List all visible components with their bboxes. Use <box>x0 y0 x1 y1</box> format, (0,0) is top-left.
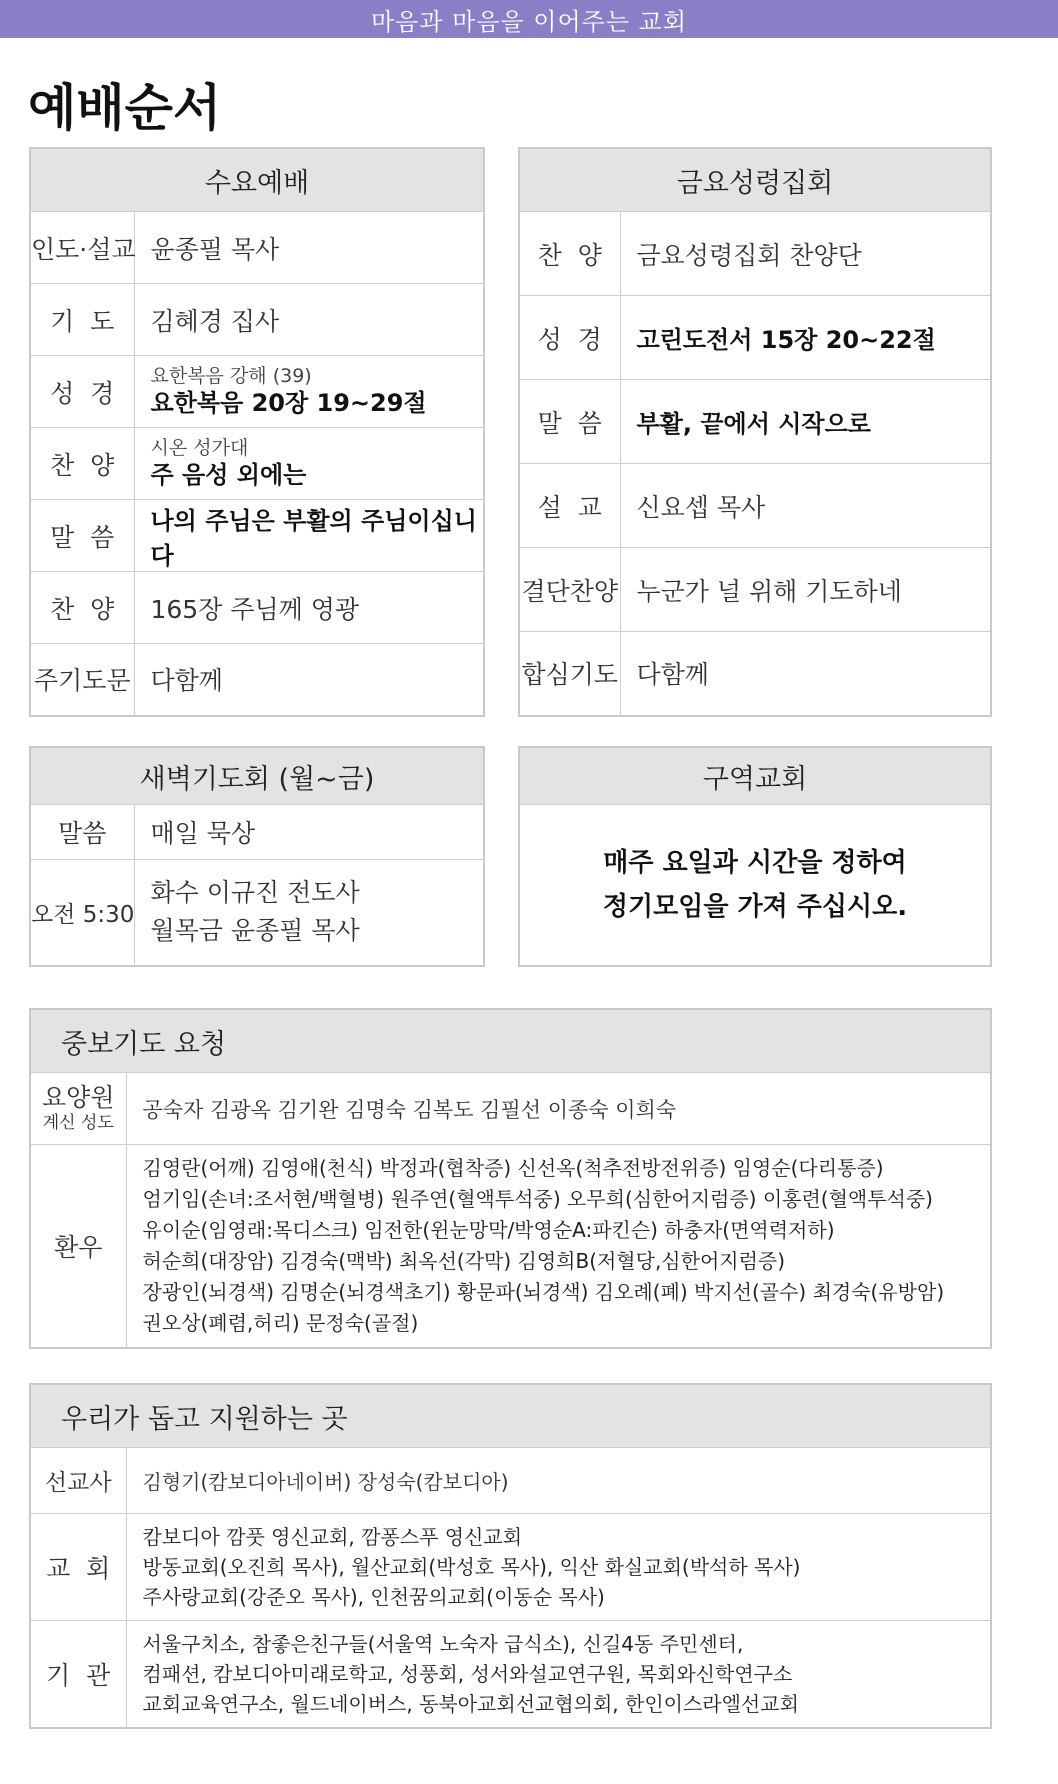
sermon-title: 나의 주님은 부활의 주님이십니다 <box>134 500 484 572</box>
organization-line: 서울구치소, 참좋은친구들(서울역 노숙자 급식소), 신길4동 주민센터, <box>142 1632 744 1656</box>
support-heading: 우리가 돕고 지원하는 곳 <box>30 1384 991 1448</box>
friday-service-table <box>518 147 992 717</box>
missionary-label: 선교사 <box>30 1448 126 1514</box>
row-label: 찬 양 <box>30 428 134 500</box>
support-table <box>29 1383 992 1729</box>
row-label: 성 경 <box>30 356 134 428</box>
row-value: 김혜경 집사 <box>134 284 484 356</box>
row-label: 성 경 <box>519 296 620 380</box>
scripture-cell <box>134 356 484 428</box>
anthem-title: 주 음성 외에는 <box>150 460 307 489</box>
row-label: 오전 5:30 <box>30 860 134 966</box>
row-label: 말씀 <box>30 805 134 860</box>
sick-line: 김영란(어깨) 김영애(천식) 박정과(협착증) 신선옥(척추전방전위증) 임영순(다리통증) <box>142 1156 884 1180</box>
nursing-title: 요양원 <box>42 1083 115 1113</box>
notice-line: 정기모임을 가져 주십시오. <box>602 891 908 922</box>
row-label: 찬 양 <box>519 212 620 296</box>
district-church-table <box>518 746 992 967</box>
wednesday-heading: 수요예배 <box>30 148 484 212</box>
church-list <box>126 1514 991 1621</box>
row-label: 말 씀 <box>519 380 620 464</box>
row-label: 기 도 <box>30 284 134 356</box>
sermon-series: 요한복음 강해 (39) <box>150 365 312 388</box>
row-label: 결단찬양 <box>519 548 620 632</box>
church-motto-banner: 마음과 마음을 이어주는 교회 <box>0 0 1058 38</box>
row-label: 설 교 <box>519 464 620 548</box>
district-heading: 구역교회 <box>519 747 991 805</box>
missionary-list: 김형기(캄보디아네이버) 장성숙(캄보디아) <box>126 1448 991 1514</box>
organization-label: 기 관 <box>30 1621 126 1729</box>
row-value: 다함께 <box>134 644 484 716</box>
leaders-cell <box>134 860 484 966</box>
row-value: 누군가 널 위해 기도하네 <box>620 548 991 632</box>
choir-name: 시온 성가대 <box>150 437 249 460</box>
anthem-cell <box>134 428 484 500</box>
sick-line: 유이순(임영래:목디스크) 임전한(윈눈망막/박영순A:파킨슨) 하충자(면역력저하) <box>142 1218 835 1242</box>
sick-line: 허순희(대장암) 김경숙(맥박) 최옥선(각막) 김영희B(저혈당,심한어지럼증) <box>142 1249 786 1273</box>
wednesday-service-table <box>29 147 485 717</box>
church-label: 교 회 <box>30 1514 126 1621</box>
scripture-reference: 요한복음 20장 19~29절 <box>150 388 427 417</box>
sick-line: 엄기임(손녀:조서현/백혈병) 원주연(혈액투석중) 오무희(심한어지럼증) 이홍련(혈액투석중) <box>142 1187 933 1211</box>
row-label: 찬 양 <box>30 572 134 644</box>
church-line: 캄보디아 깜풋 영신교회, 깜퐁스푸 영신교회 <box>142 1525 523 1549</box>
leader-line: 화수 이규진 전도사 <box>150 877 360 907</box>
nursing-label <box>30 1073 126 1145</box>
organization-line: 컴패션, 캄보디아미래로학교, 성풍회, 성서와설교연구원, 목회와신학연구소 <box>142 1662 793 1686</box>
row-label: 말 씀 <box>30 500 134 572</box>
organization-list <box>126 1621 991 1729</box>
sick-line: 권오상(폐렴,허리) 문정숙(골절) <box>142 1311 419 1335</box>
row-label: 주기도문 <box>30 644 134 716</box>
row-value: 금요성령집회 찬양단 <box>620 212 991 296</box>
scripture-reference: 고린도전서 15장 20~22절 <box>620 296 991 380</box>
organization-line: 교회교육연구소, 월드네이버스, 동북아교회선교협의회, 한인이스라엘선교회 <box>142 1692 799 1716</box>
dawn-prayer-table <box>29 746 485 967</box>
nursing-subtitle: 계신 성도 <box>42 1113 114 1134</box>
sermon-title: 부활, 끝에서 시작으로 <box>620 380 991 464</box>
district-notice <box>519 805 991 966</box>
row-label: 인도·설교 <box>30 212 134 284</box>
church-line: 방동교회(오진희 목사), 월산교회(박성호 목사), 익산 화실교회(박석하 목사) <box>142 1555 801 1579</box>
dawn-heading: 새벽기도회 (월~금) <box>30 747 484 805</box>
row-value: 윤종필 목사 <box>134 212 484 284</box>
friday-heading: 금요성령집회 <box>519 148 991 212</box>
row-label: 합심기도 <box>519 632 620 716</box>
church-line: 주사랑교회(강준오 목사), 인천꿈의교회(이동순 목사) <box>142 1585 605 1609</box>
prayer-heading: 중보기도 요청 <box>30 1009 991 1073</box>
leader-line: 월목금 윤종필 목사 <box>150 916 360 946</box>
prayer-request-table <box>29 1008 992 1349</box>
nursing-list: 공숙자 김광옥 김기완 김명숙 김복도 김필선 이종숙 이희숙 <box>126 1073 991 1145</box>
sick-label: 환우 <box>30 1145 126 1349</box>
row-value: 다함께 <box>620 632 991 716</box>
page-title: 예배순서 <box>28 78 222 137</box>
row-value: 매일 묵상 <box>134 805 484 860</box>
notice-line: 매주 요일과 시간을 정하여 <box>603 847 907 878</box>
row-value: 신요셉 목사 <box>620 464 991 548</box>
sick-list <box>126 1145 991 1349</box>
row-value: 165장 주님께 영광 <box>134 572 484 644</box>
sick-line: 장광인(뇌경색) 김명순(뇌경색초기) 황문파(뇌경색) 김오례(폐) 박지선(골수) 최경숙(유방암) <box>142 1280 945 1304</box>
